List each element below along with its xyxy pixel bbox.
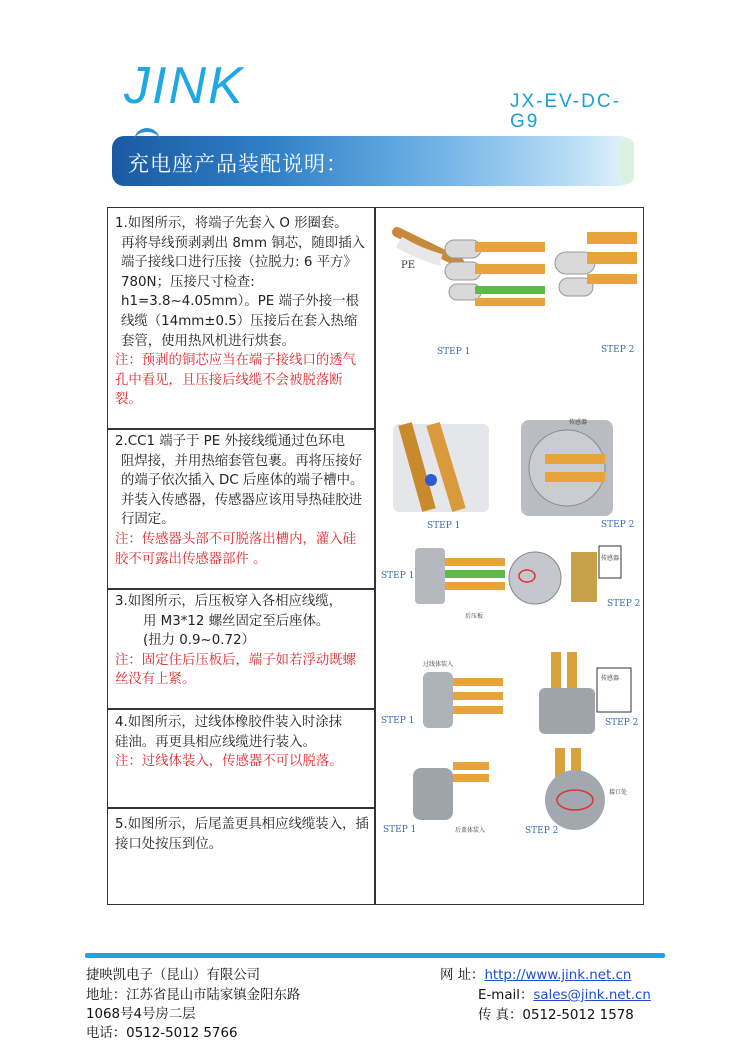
row-divider-4 xyxy=(107,807,375,809)
terminal-bundle-step1 xyxy=(445,240,545,306)
website-link[interactable]: http://www.jink.net.cn xyxy=(484,968,632,983)
row-divider-3 xyxy=(107,708,375,710)
step-1-text xyxy=(115,214,369,410)
step-3-figure xyxy=(379,538,641,620)
document-code: JX-EV-DC-G9 xyxy=(510,91,621,132)
housing-front-view xyxy=(521,420,613,516)
step-4-note: 注：过线体装入，传感器不可以脱落。 xyxy=(115,754,343,770)
pe-label: PE xyxy=(401,260,416,271)
rear-plate-assembly xyxy=(415,548,505,604)
step-4-heading: 4.如图所示，过线体橡胶件装入时涂抹 xyxy=(115,715,343,730)
banner-arc-decoration xyxy=(134,128,160,148)
rear-cover-installed xyxy=(545,748,605,830)
footer-fax: 传 真：0512-5012 1578 xyxy=(478,1008,634,1023)
fig5-step1-label: STEP 1 xyxy=(383,825,417,835)
website-label: 网 址： xyxy=(440,968,485,983)
seal-insert-assembly xyxy=(423,672,503,728)
fig2-step1-label: STEP 1 xyxy=(427,521,461,531)
terminal-bundle-step2 xyxy=(555,232,637,296)
email-label: E-mail： xyxy=(478,988,534,1003)
step-4-text xyxy=(115,713,369,772)
step-3-heading: 3.如图所示，后压板穿入各相应线缆， xyxy=(115,594,343,609)
fig3-step1-label: STEP 1 xyxy=(381,571,415,581)
step-2-body: 阻焊接，并用热缩套管包裹。再将压接好的端子依次插入 DC 后座体的端子槽中。并装入传感器，传感器应该用导热硅胶进行固定。 xyxy=(121,453,364,528)
fig4-callout-b: 传感器 xyxy=(601,675,620,682)
fig2-step2-label: STEP 2 xyxy=(601,520,635,530)
table-column-divider xyxy=(374,207,376,905)
rear-cover-assembly xyxy=(413,762,489,820)
fig5-callout-b: 接口处 xyxy=(609,789,628,796)
fig5-callout-a: 后盖体装入 xyxy=(455,827,486,834)
step-1-figure xyxy=(379,212,641,360)
fig1-step2-label: STEP 2 xyxy=(601,345,635,355)
step-3-body: 用 M3*12 螺丝固定至后座体。 xyxy=(143,613,330,629)
step-1-heading: 1.如图所示，将端子先套入 O 形圈套。 xyxy=(115,216,348,231)
step-4-body: 硅油。再更具相应线缆进行装入。 xyxy=(115,734,316,750)
footer-divider xyxy=(85,953,665,958)
email-link[interactable]: sales@jink.net.cn xyxy=(533,988,651,1003)
fig3-callout-b: 传感器 xyxy=(601,555,620,562)
fig1-step1-label: STEP 1 xyxy=(437,347,471,357)
footer-address-1: 地址：江苏省昆山市陆家镇金阳东路 xyxy=(86,988,301,1003)
footer-address-2: 1068号4号房二层 xyxy=(86,1007,196,1022)
company-logo: JINK xyxy=(124,57,245,115)
step-5-heading: 5.如图所示，后尾盖更具相应线缆装入，插接口处按压到位。 xyxy=(115,817,369,852)
fig5-step2-label: STEP 2 xyxy=(525,826,559,836)
page-title: 充电座产品装配说明： xyxy=(128,152,348,176)
step-1-note: 注：预剥的铜芯应当在端子接线口的透气孔中看见，且压接后线缆不会被脱落断裂。 xyxy=(115,353,357,408)
step-5-text xyxy=(115,815,369,854)
footer-email-row xyxy=(478,986,651,1006)
footer-phone: 电话：0512-5012 5766 xyxy=(86,1026,238,1041)
step-1-body: 再将导线预剥剥出 8mm 铜芯，随即插入端子接线口进行压接（拉脱力: 6 平方》780N；压接尺寸检查: h1=3.8~4.05mm）。PE 端子外接一根线缆（14mm±0.5）压接后在套入热缩套管，使用热风机进行烘套。 xyxy=(121,235,365,349)
step-2-note: 注：传感器头部不可脱落出槽内，灌入硅胶不可露出传感器部件 。 xyxy=(115,531,357,567)
step-3-torque: (扭力 0.9~0.72） xyxy=(143,633,255,649)
fig3-callout-a: 后压板 xyxy=(465,613,484,620)
step-2-heading: 2.CC1 端子于 PE 外接线缆通过色环电 xyxy=(115,434,345,449)
fig2-callout: 传感器 xyxy=(569,419,588,426)
row-divider-2 xyxy=(107,588,375,590)
step-3-text xyxy=(115,592,369,690)
housing-wires-closeup xyxy=(393,424,489,512)
fig4-step1-label: STEP 1 xyxy=(381,716,415,726)
step-2-text xyxy=(115,432,369,569)
step-3-note: 注：固定住后压板后，端子如若浮动既螺丝没有上紧。 xyxy=(115,652,357,688)
step-5-figure xyxy=(379,744,641,840)
row-divider-1 xyxy=(107,428,375,430)
step-2-figure xyxy=(379,414,641,532)
footer-website-row xyxy=(440,966,631,986)
fig4-callout-a: 过线体装入 xyxy=(423,661,454,668)
rear-plate-part xyxy=(509,552,561,604)
step-4-figure xyxy=(379,648,641,744)
fig3-step2-label: STEP 2 xyxy=(607,599,641,609)
footer-company: 捷映凯电子（昆山）有限公司 xyxy=(86,968,261,983)
fig4-step2-label: STEP 2 xyxy=(605,718,639,728)
banner-edge-decoration xyxy=(620,138,634,184)
